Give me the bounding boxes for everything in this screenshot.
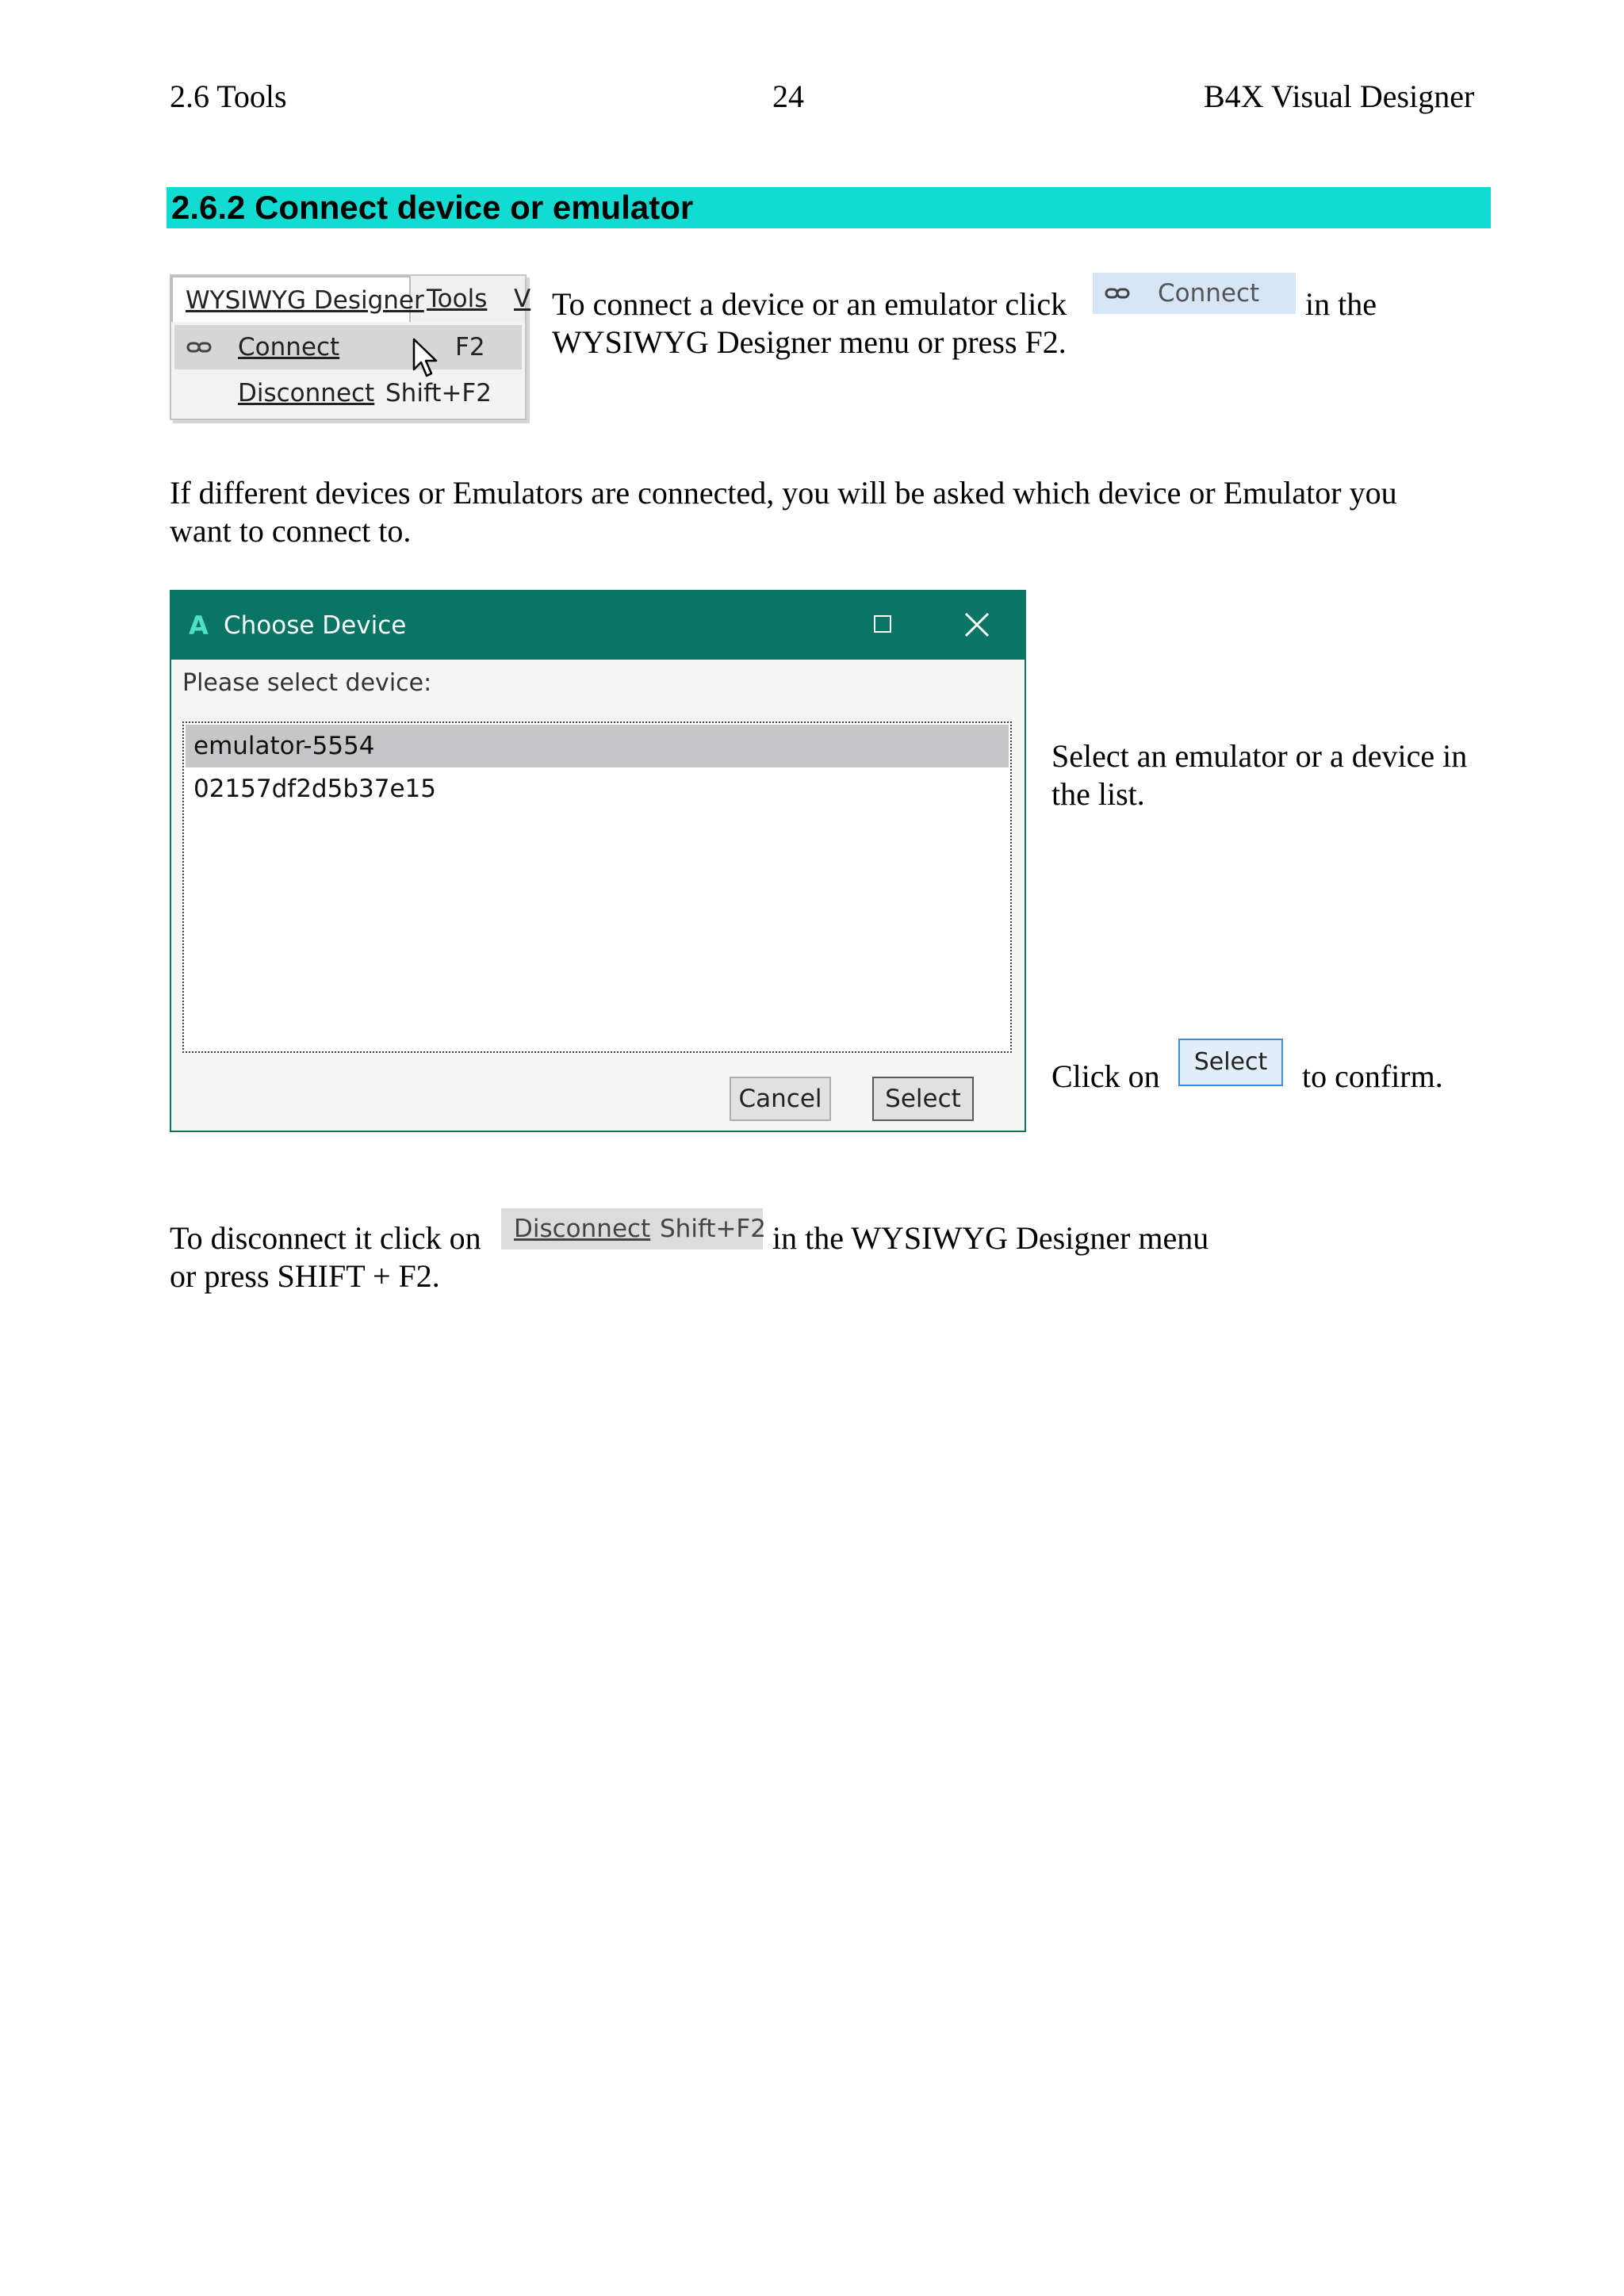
maximize-icon[interactable] (874, 615, 891, 633)
menu-item-label: Disconnect (238, 379, 375, 408)
para3-line1-pre: To disconnect it click on (170, 1220, 481, 1256)
side-line2: the list. (1051, 776, 1145, 812)
side-click-post: to confirm. (1302, 1058, 1443, 1094)
menu-item-disconnect[interactable] (174, 371, 522, 415)
section-title: 2.6.2 Connect device or emulator (171, 189, 694, 226)
para1-line1-pre: To connect a device or an emulator click (552, 286, 1067, 322)
dialog-title-bar (171, 591, 1025, 660)
side-click-pre: Click on (1051, 1058, 1160, 1094)
para2-line2: want to connect to. (170, 513, 412, 549)
device-list-item[interactable]: 02157df2d5b37e15 (193, 775, 436, 803)
cancel-button[interactable]: Cancel (730, 1077, 831, 1121)
menu-item-connect[interactable] (174, 325, 522, 369)
dialog-title: Choose Device (224, 611, 407, 640)
app-logo-icon: A (189, 610, 209, 641)
section-heading-bar (167, 187, 1491, 228)
para1-line2: WYSIWYG Designer menu or press F2. (552, 324, 1067, 360)
menu-tab-label: V (514, 285, 531, 313)
inline-connect-capture (1093, 273, 1296, 314)
para2-line1: If different devices or Emulators are connected, you will be asked which device or Emulator you (170, 475, 1397, 511)
device-list-item[interactable]: emulator-5554 (186, 725, 1009, 767)
inline-disconnect-capture (501, 1208, 766, 1249)
menu-item-shortcut: F2 (455, 333, 485, 362)
designer-menu-screenshot (170, 274, 531, 420)
link-icon (1105, 288, 1129, 299)
book-title: B4X Visual Designer (1204, 78, 1475, 114)
select-button[interactable]: Select (872, 1077, 974, 1121)
inline-select-capture: Select (1178, 1039, 1283, 1086)
close-icon[interactable] (963, 610, 991, 639)
para1-line1-post: in the (1305, 286, 1377, 322)
inline-disconnect-label: Disconnect (514, 1215, 651, 1243)
menu-item-shortcut: Shift+F2 (385, 379, 492, 408)
header-section: 2.6 Tools (170, 78, 287, 114)
menu-tab-label: WYSIWYG Designer (186, 286, 424, 315)
para3-line2: or press SHIFT + F2. (170, 1258, 440, 1294)
menu-item-label: Connect (238, 333, 340, 362)
menu-tab-label: Tools (427, 285, 488, 313)
side-line1: Select an emulator or a device in (1051, 738, 1468, 774)
menu-tab-wysiwyg-designer[interactable] (171, 276, 424, 322)
device-list[interactable] (182, 721, 1012, 1053)
dialog-prompt: Please select device: (182, 669, 432, 697)
menu-tab-tools[interactable] (427, 276, 487, 322)
menu-tab-cropped[interactable] (514, 276, 531, 322)
page-number: 24 (772, 78, 804, 114)
menu-bar (171, 276, 531, 322)
link-icon (187, 342, 211, 353)
choose-device-dialog (170, 590, 1026, 1132)
para3-line1-post: in the WYSIWYG Designer menu (772, 1220, 1209, 1256)
inline-connect-label: Connect (1158, 279, 1260, 308)
inline-disconnect-shortcut: Shift+F2 (660, 1215, 766, 1243)
